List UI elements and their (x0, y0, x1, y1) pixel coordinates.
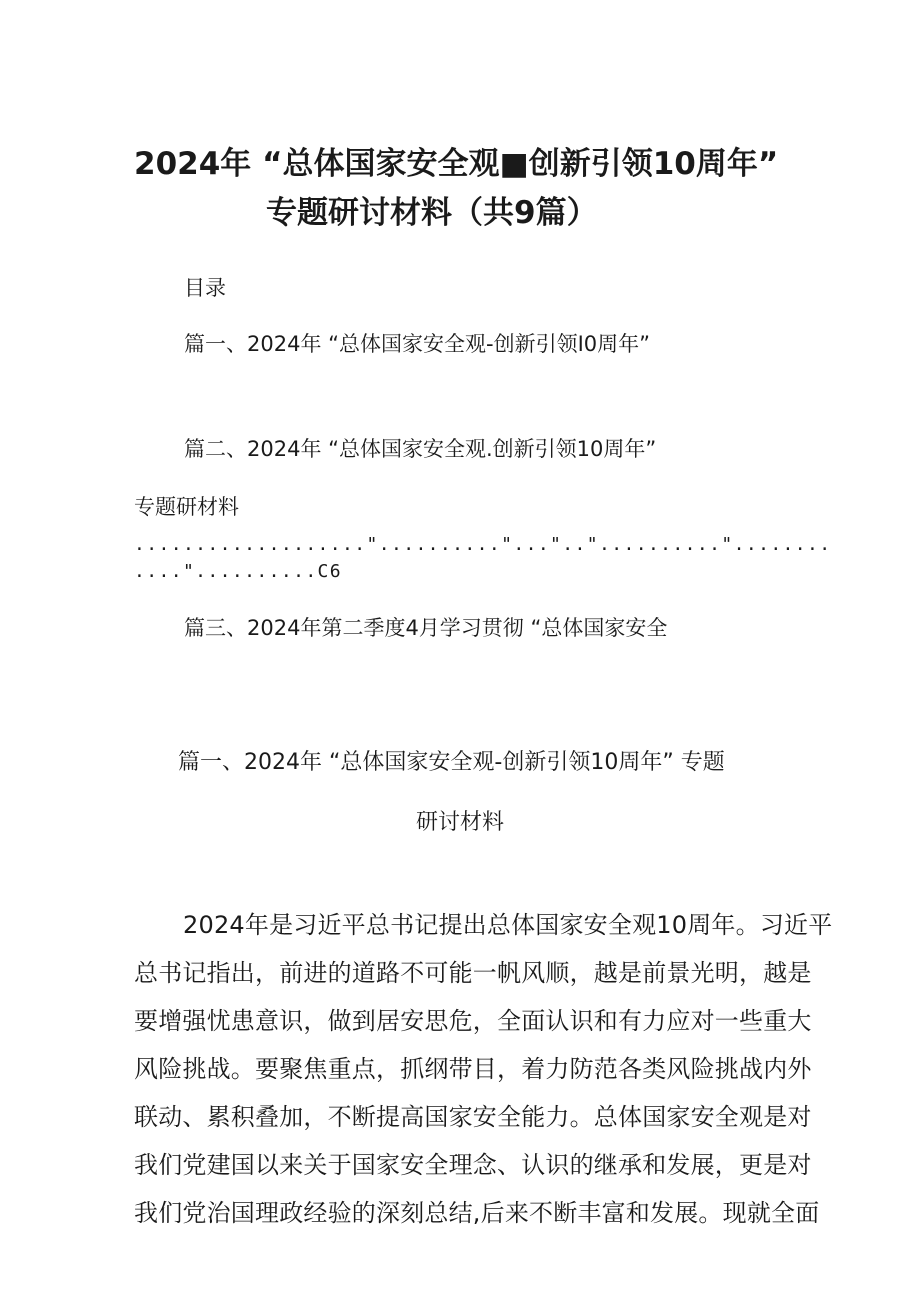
toc-leader-dots-line-2: ...."..........C6 (134, 561, 343, 582)
paragraph-line: 风险挑战。要聚焦重点，抓纲带目，着力防范各类风险挑战内外 (134, 1055, 812, 1083)
paragraph-line: 我们党建国以来关于国家安全理念、认识的继承和发展，更是对 (134, 1151, 812, 1179)
toc-item-1[interactable]: 篇一、2024年 “总体国家安全观-创新引领I0周年” (184, 332, 651, 356)
document-title-line-2: 专题研讨材料（共9篇） (266, 195, 598, 231)
section-1-heading-line-1: 篇一、2024年 “总体国家安全观-创新引领10周年” 专题 (178, 750, 725, 775)
section-1-heading-line-2: 研讨材料 (416, 810, 505, 835)
toc-leader-dots-line-1: ...................".........."..."..".........."........ (134, 534, 832, 555)
toc-item-3[interactable]: 篇三、2024年第二季度4月学习贯彻 “总体国家安全 (184, 616, 668, 640)
toc-heading: 目录 (184, 276, 226, 300)
paragraph-line: 要增强忧患意识，做到居安思危，全面认识和有力应对一些重大 (134, 1007, 812, 1035)
toc-item-2[interactable]: 篇二、2024年 “总体国家安全观.创新引领10周年” (184, 437, 657, 461)
document-title-line-1: 2024年 “总体国家安全观■创新引领10周年” (134, 146, 779, 182)
paragraph-line: 2024年是习近平总书记提出总体国家安全观10周年。习近平 (183, 911, 833, 939)
paragraph-line: 联动、累积叠加，不断提高国家安全能力。总体国家安全观是对 (134, 1103, 812, 1131)
toc-item-2-continued: 专题研材料 (134, 495, 239, 519)
paragraph-line: 总书记指出，前进的道路不可能一帆风顺，越是前景光明，越是 (134, 959, 812, 987)
paragraph-line: 我们党治国理政经验的深刻总结,后来不断丰富和发展。现就全面 (134, 1199, 820, 1227)
